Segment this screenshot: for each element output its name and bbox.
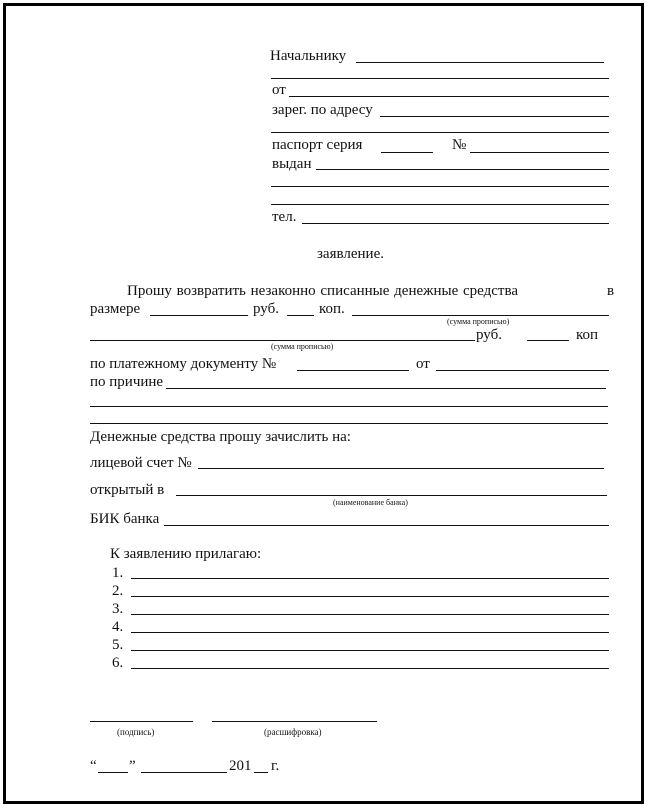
attachment-number: 5.	[112, 637, 124, 653]
reason-label: по причине	[90, 374, 164, 390]
attachment-number: 3.	[112, 601, 124, 617]
request-text: Прошу возвратить незаконно списанные денежные средства	[127, 283, 519, 299]
page-border	[3, 3, 644, 804]
amount-label: размере	[90, 301, 141, 317]
date-close-quote: ”	[129, 758, 136, 774]
date-year-prefix: 201	[229, 758, 252, 774]
amount-kop-field[interactable]	[287, 315, 314, 316]
reason-field[interactable]	[166, 388, 606, 389]
account-label: лицевой счет №	[90, 455, 192, 471]
payment-doc-number-field[interactable]	[297, 370, 409, 371]
request-in: в	[607, 283, 615, 299]
attachment-field-5[interactable]	[131, 650, 609, 651]
passport-series-label: паспорт серия	[272, 137, 363, 153]
passport-number-sign: №	[452, 137, 467, 153]
amount-kop-field-2[interactable]	[527, 340, 569, 341]
bank-opened-label: открытый в	[90, 482, 165, 498]
bank-name-field[interactable]	[176, 495, 607, 496]
issued-field[interactable]	[316, 169, 609, 170]
payment-date-label: от	[416, 356, 430, 372]
issued-field-line-2[interactable]	[271, 186, 609, 187]
reason-field-line-3[interactable]	[90, 423, 608, 424]
to-label: Начальнику	[270, 48, 347, 64]
issued-label: выдан	[272, 156, 312, 172]
payment-doc-label: по платежному документу №	[90, 356, 277, 372]
attachment-number: 4.	[112, 619, 124, 635]
kop-label-2: коп	[576, 327, 599, 343]
attachment-field-4[interactable]	[131, 632, 609, 633]
bik-label: БИК банка	[90, 511, 160, 527]
issued-field-line-3[interactable]	[271, 204, 609, 205]
address-field[interactable]	[380, 116, 609, 117]
date-month-field[interactable]	[141, 772, 227, 773]
attachment-field-1[interactable]	[131, 578, 609, 579]
amount-words-field-2[interactable]	[90, 340, 475, 341]
signature-decode-hint: (расшифровка)	[264, 727, 322, 737]
date-day-field[interactable]	[98, 772, 128, 773]
from-field[interactable]	[289, 96, 609, 97]
transfer-heading: Денежные средства прошу зачислить на:	[90, 429, 351, 445]
document-title: заявление.	[317, 246, 384, 262]
attachment-field-2[interactable]	[131, 596, 609, 597]
kop-label: коп.	[319, 301, 345, 317]
reason-field-line-2[interactable]	[90, 406, 608, 407]
phone-field[interactable]	[302, 223, 609, 224]
bank-name-hint: (наименование банка)	[333, 498, 408, 507]
attachment-number: 2.	[112, 583, 124, 599]
attachment-number: 1.	[112, 565, 124, 581]
passport-series-field[interactable]	[381, 152, 433, 153]
passport-number-field[interactable]	[470, 152, 609, 153]
attachments-heading: К заявлению прилагаю:	[110, 546, 262, 562]
date-open-quote: “	[90, 758, 97, 774]
signature-decode-field[interactable]	[212, 721, 377, 722]
signature-hint: (подпись)	[117, 727, 155, 737]
amount-rub-field[interactable]	[150, 315, 248, 316]
sum-words-hint: (сумма прописью)	[447, 317, 510, 326]
address-field-line-2[interactable]	[271, 132, 609, 133]
attachment-field-6[interactable]	[131, 668, 609, 669]
rub-label: руб.	[253, 301, 279, 317]
date-year-field[interactable]	[254, 772, 268, 773]
date-year-suffix: г.	[271, 758, 280, 774]
sum-words-hint-2: (сумма прописью)	[271, 342, 334, 351]
amount-words-field[interactable]	[352, 315, 609, 316]
phone-label: тел.	[272, 209, 297, 225]
payment-date-field[interactable]	[436, 370, 609, 371]
attachment-field-3[interactable]	[131, 614, 609, 615]
to-field[interactable]	[356, 62, 604, 63]
rub-label-2: руб.	[476, 327, 502, 343]
address-label: зарег. по адресу	[272, 102, 373, 118]
signature-field[interactable]	[90, 721, 193, 722]
to-field-line-2[interactable]	[271, 78, 609, 79]
bik-field[interactable]	[164, 525, 609, 526]
attachment-number: 6.	[112, 655, 124, 671]
from-label: от	[272, 82, 286, 98]
account-field[interactable]	[198, 468, 604, 469]
